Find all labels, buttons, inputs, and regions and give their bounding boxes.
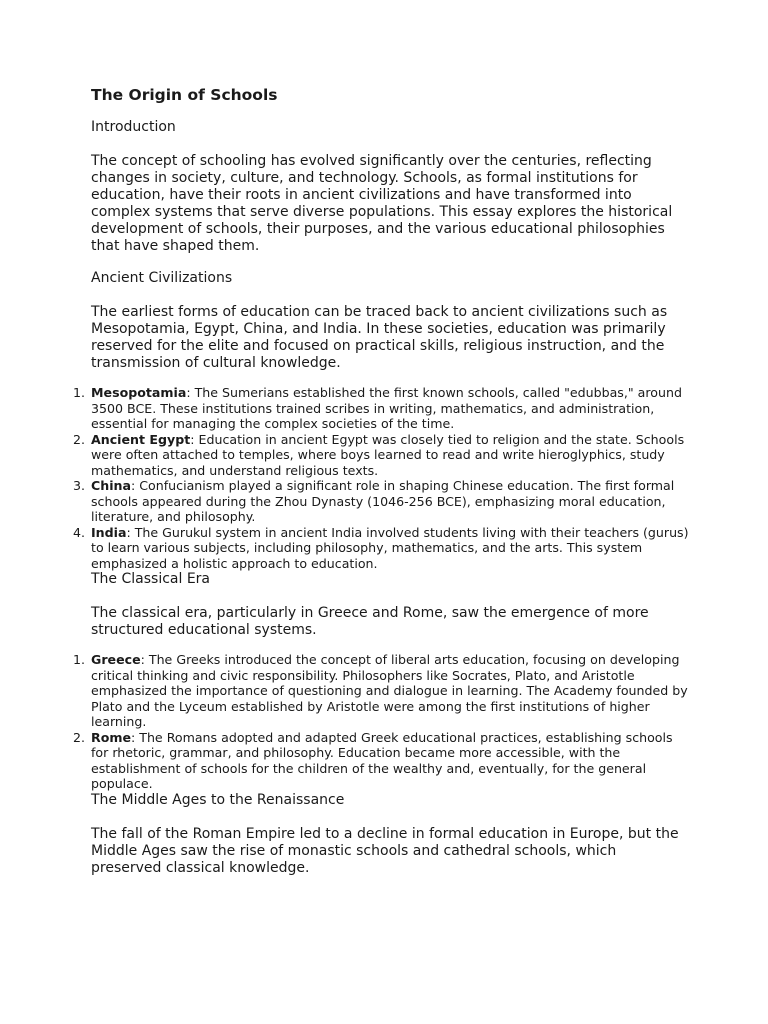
- list-text: : Confucianism played a significant role in shaping Chinese education. The first formal schools appeared during the Zhou Dynasty (1046-256 BCE), emphasizing moral education, literature, and philosophy.: [91, 478, 675, 524]
- list-item: [72, 385, 691, 432]
- list-text: : The Romans adopted and adapted Greek educational practices, establishing schools for rhetoric, grammar, and philosophy. Education became more accessible, with the establishment of schools for the children of the wealthy and, eventually, for the general populace.: [91, 729, 673, 791]
- list-item: [72, 431, 691, 479]
- list-text: : Education in ancient Egypt was closely tied to religion and the state. Schools were often attached to temples, where boys learned to read and write hieroglyphics, study mathematics, and understand religious texts.: [91, 431, 685, 478]
- list-term: Greece: [91, 652, 141, 667]
- section-heading-ancient-civilizations: Ancient Civilizations: [91, 270, 233, 286]
- document-title: The Origin of Schools: [91, 86, 278, 104]
- list-number: 1.: [72, 652, 85, 667]
- list-item: [72, 729, 691, 792]
- document-page: [72, 84, 691, 892]
- list-item: [72, 652, 691, 730]
- list-item: [72, 478, 691, 525]
- list-term: Ancient Egypt: [91, 431, 191, 447]
- section-paragraph-introduction: The concept of schooling has evolved significantly over the centuries, reflecting changes in society, culture, and technology. Schools, as formal institutions for education, have their roots in ancient civilizations and have transformed into complex systems that serve diverse populations. This essay explores the historical development of schools, their purposes, and the various educational philosophies that have shaped them.: [91, 153, 673, 254]
- list-text: : The Greeks introduced the concept of liberal arts education, focusing on developing critical thinking and civic responsibility. Philosophers like Socrates, Plato, and Aristotle emphasized the importance of questioning and dialogue in learning. The Academy founded by Plato and the Lyceum established by Aristotle were among the first institutions of higher learning.: [91, 652, 688, 729]
- classical-era-list: [72, 652, 691, 792]
- list-number: 2.: [72, 431, 85, 447]
- list-number: 3.: [72, 478, 85, 493]
- list-item: [72, 524, 691, 572]
- section-paragraph-ancient-civilizations: The earliest forms of education can be traced back to ancient civilizations such as Mesopotamia, Egypt, China, and India. In these societies, education was primarily reserved for the elite and focused on practical skills, religious instruction, and the transmission of cultural knowledge.: [91, 304, 668, 371]
- list-text: : The Sumerians established the first known schools, called "edubbas," around 3500 BCE. These institutions trained scribes in writing, mathematics, and administration, essential for managing the complex societies of the time.: [91, 385, 682, 431]
- list-number: 2.: [72, 729, 85, 745]
- ancient-civilizations-list: [72, 385, 691, 571]
- section-heading-classical-era: The Classical Era: [91, 571, 211, 587]
- section-paragraph-classical-era: The classical era, particularly in Greece and Rome, saw the emergence of more structured educational systems.: [91, 605, 649, 638]
- list-number: 4.: [72, 524, 85, 540]
- section-heading-middle-ages: The Middle Ages to the Renaissance: [91, 791, 345, 808]
- section-heading-introduction: Introduction: [91, 119, 176, 135]
- list-term: India: [91, 524, 127, 540]
- list-term: China: [91, 478, 131, 493]
- section-paragraph-middle-ages: The fall of the Roman Empire led to a decline in formal education in Europe, but the Middle Ages saw the rise of monastic schools and cathedral schools, which preserved classical knowledge.: [91, 825, 679, 876]
- list-text: : The Gurukul system in ancient India involved students living with their teachers (gurus) to learn various subjects, including philosophy, mathematics, and the arts. This system emphasized a holistic approach to education.: [91, 524, 689, 571]
- list-number: 1.: [72, 385, 85, 400]
- list-term: Rome: [91, 729, 132, 745]
- list-term: Mesopotamia: [91, 385, 187, 400]
